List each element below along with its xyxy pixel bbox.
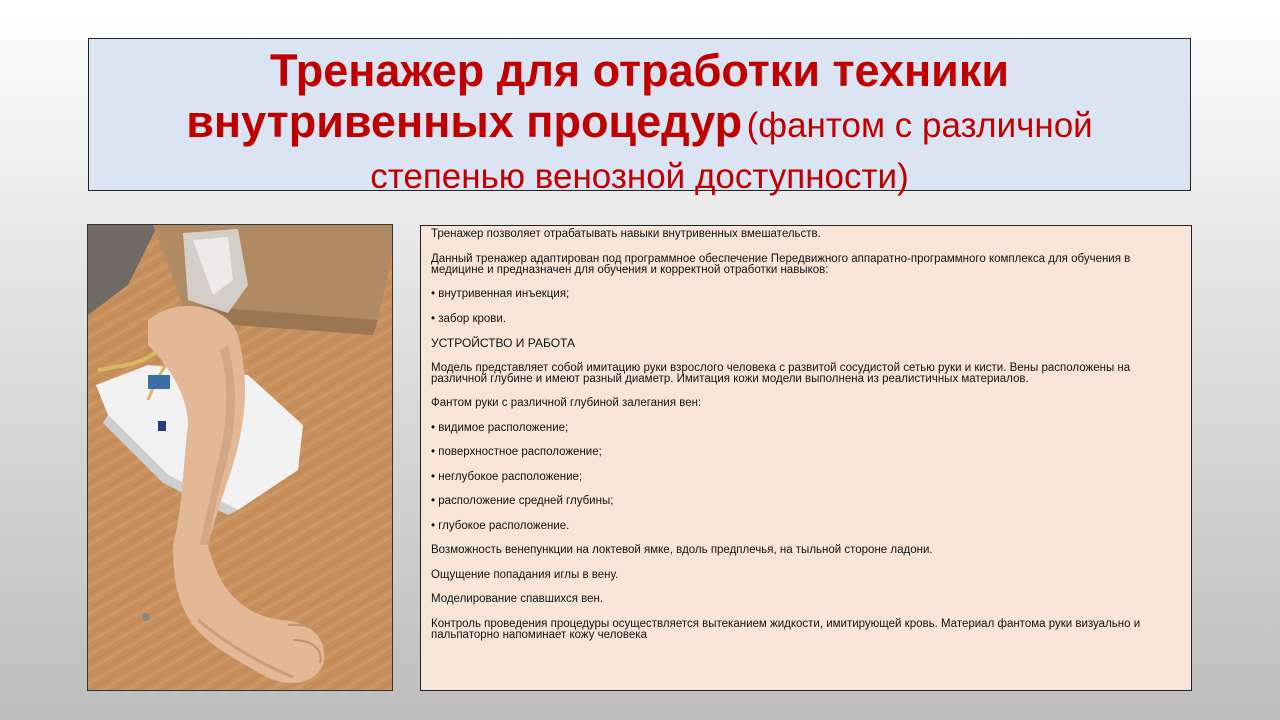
title-line-3: степенью венозной доступности): [370, 157, 909, 196]
depth-item: • глубокое расположение.: [431, 519, 570, 532]
arm-simulator-illustration: [88, 225, 393, 691]
description-depth-intro: Фантом руки с различной глубиной залегания вен:: [431, 397, 702, 409]
title-line-2-normal: (фантом с различной: [746, 106, 1093, 145]
depth-item: • видимое расположение;: [431, 421, 569, 434]
arm-simulator-photo: [87, 224, 393, 691]
description-model: Модель представляет собой имитацию руки взрослого человека с развитой сосудистой сетью руки и кисти. Вены расположены на различной глубине и имеют разный диаметр. Имитация кожи модели выполнена из реалистичных материалов.: [431, 361, 1131, 385]
title-line-2-bold: внутривенных процедур: [186, 96, 743, 147]
description-software: Данный тренажер адаптирован под программное обеспечение Передвижного аппаратно-программного комплекса для обучения в медицине и предназначен для обучения и корректной отработки навыков:: [431, 252, 1131, 276]
skill-item: • забор крови.: [431, 312, 507, 325]
description-intro: Тренажер позволяет отрабатывать навыки внутривенных вмешательств.: [431, 228, 821, 240]
skill-item: • внутривенная инъекция;: [431, 288, 570, 300]
description-needle: Ощущение попадания иглы в вену.: [431, 568, 619, 581]
title-line-2: [89, 97, 1190, 158]
description-panel: [420, 225, 1192, 691]
depth-item: • расположение средней глубины;: [431, 495, 614, 507]
depth-item: • неглубокое расположение;: [431, 470, 583, 483]
description-control: Контроль проведения процедуры осуществляется вытеканием жидкости, имитирующей кровь. Материал фантома руки визуально и пальпаторно напоминает кожу человека: [431, 617, 1141, 641]
depth-item: • поверхностное расположение;: [431, 446, 602, 458]
section-heading: УСТРОЙСТВО И РАБОТА: [431, 336, 575, 350]
description-collapsed-veins: Моделирование спавшихся вен.: [431, 593, 604, 605]
description-venipuncture: Возможность венепункции на локтевой ямке, вдоль предплечья, на тыльной стороне ладони.: [431, 544, 933, 556]
title-line-1: Тренажер для отработки техники: [269, 45, 1010, 96]
slide-title: [88, 38, 1191, 196]
